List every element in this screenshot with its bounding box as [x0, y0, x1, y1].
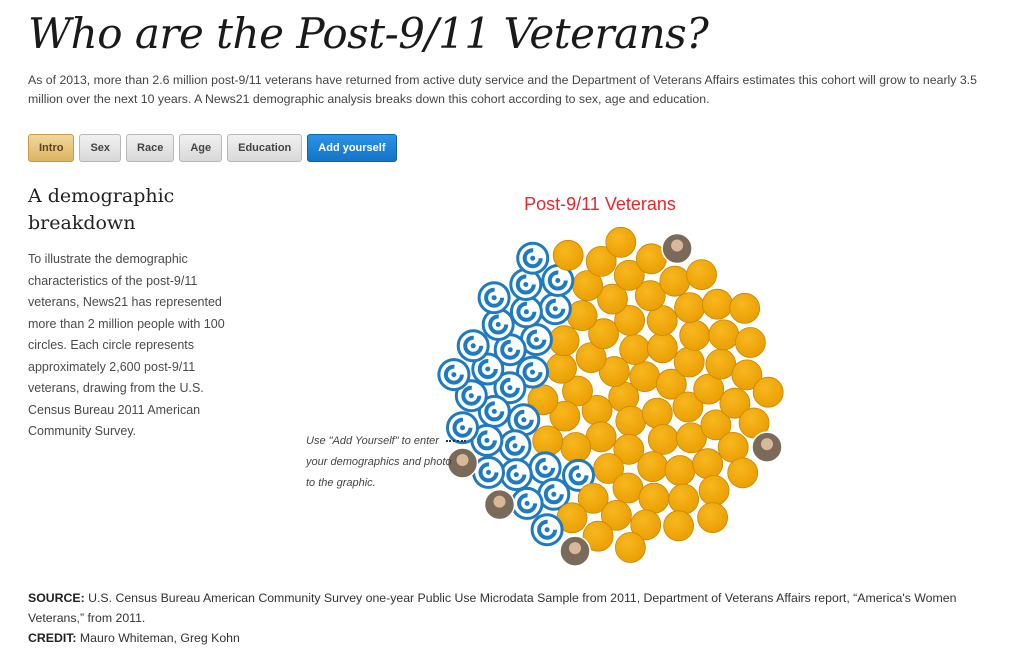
veteran-circle [699, 476, 729, 506]
veteran-circle [615, 533, 645, 563]
veteran-circle [680, 320, 710, 350]
tab-race[interactable]: Race [126, 134, 174, 162]
veteran-circle [660, 266, 690, 296]
veteran-circle [549, 326, 579, 356]
veteran-circle [687, 260, 717, 290]
tab-education[interactable]: Education [227, 134, 302, 162]
user-logo-icon [500, 431, 530, 461]
veteran-circle [702, 289, 732, 319]
veteran-circle [533, 426, 563, 456]
sidebar-text: To illustrate the demographic characteristics of the post-9/11 veterans, News21 has represented more than 2 million people with 100 circles. Each circle represents approximately 2,600 post-9/11 veterans, drawing from the U.S. Census Bureau 2011 American Community Survey. [28, 252, 225, 438]
user-logo-icon [483, 310, 513, 340]
veteran-circle [675, 293, 705, 323]
veteran-circle [567, 301, 597, 331]
source-label: SOURCE: [28, 591, 85, 605]
user-logo-icon [518, 243, 548, 273]
user-photo-icon [485, 490, 515, 520]
veteran-circle [630, 362, 660, 392]
veteran-circle [616, 406, 646, 436]
intro-paragraph: As of 2013, more than 2.6 million post-9/11 veterans have returned from active duty service and the Department of Veterans Affairs estimates this cohort will grow to nearly 3.5 million over the next 10 years. A News21 demographic analysis breaks down this cohort according to sex, age and education. [28, 73, 977, 106]
veteran-circle [647, 333, 677, 363]
user-logo-icon [458, 331, 488, 361]
tab-sex[interactable]: Sex [79, 134, 121, 162]
veteran-circle [735, 328, 765, 358]
veteran-circle [674, 347, 704, 377]
veteran-circle [728, 458, 758, 488]
sidebar-heading: A demographic breakdown [28, 185, 175, 234]
user-logo-icon [439, 360, 469, 390]
user-photo-icon [662, 234, 692, 264]
add-yourself-button[interactable]: Add yourself [307, 134, 396, 162]
credit-text: Mauro Whiteman, Greg Kohn [76, 631, 240, 645]
source-text: U.S. Census Bureau American Community Survey one-year Public Use Microdata Sample from 2011, Department of Veterans Affairs report, “America's Women Veterans,” from 2011. [28, 591, 957, 625]
page-title: Who are the Post-9/11 Veterans? [28, 9, 709, 58]
veteran-circle [706, 349, 736, 379]
user-logo-icon [540, 294, 570, 324]
footer [28, 588, 988, 648]
user-photo-icon [560, 536, 590, 566]
user-logo-icon [512, 488, 542, 518]
callout-leader-line [446, 440, 466, 442]
veteran-circle [561, 433, 591, 463]
veteran-circle [642, 398, 672, 428]
source-line [28, 588, 988, 628]
veteran-circle [606, 227, 636, 257]
user-logo-icon [501, 460, 531, 490]
veteran-circle [753, 377, 783, 407]
veteran-circle [709, 320, 739, 350]
user-logo-icon [479, 283, 509, 313]
add-yourself-callout: Use "Add Yourself" to enter your demographics and photo to the graphic. [306, 435, 452, 489]
credit-label: CREDIT: [28, 631, 77, 645]
veteran-circle [665, 456, 695, 486]
veteran-circle [648, 424, 678, 454]
veteran-circle [638, 452, 668, 482]
chart-title: Post-9/11 Veterans [524, 194, 676, 214]
tab-age[interactable]: Age [179, 134, 222, 162]
veteran-circle [613, 473, 643, 503]
credit-line [28, 628, 988, 648]
veteran-circle [553, 240, 583, 270]
user-logo-icon [532, 515, 562, 545]
veteran-circle [693, 449, 723, 479]
user-photo-icon [752, 432, 782, 462]
veteran-circle [639, 483, 669, 513]
veteran-circle [664, 511, 694, 541]
veteran-circle [698, 503, 728, 533]
user-logo-icon [511, 297, 541, 327]
veteran-circle [730, 293, 760, 323]
veteran-circle [669, 484, 699, 514]
veteran-circle [547, 353, 577, 383]
tab-intro[interactable]: Intro [28, 134, 74, 162]
veteran-circle [620, 335, 650, 365]
